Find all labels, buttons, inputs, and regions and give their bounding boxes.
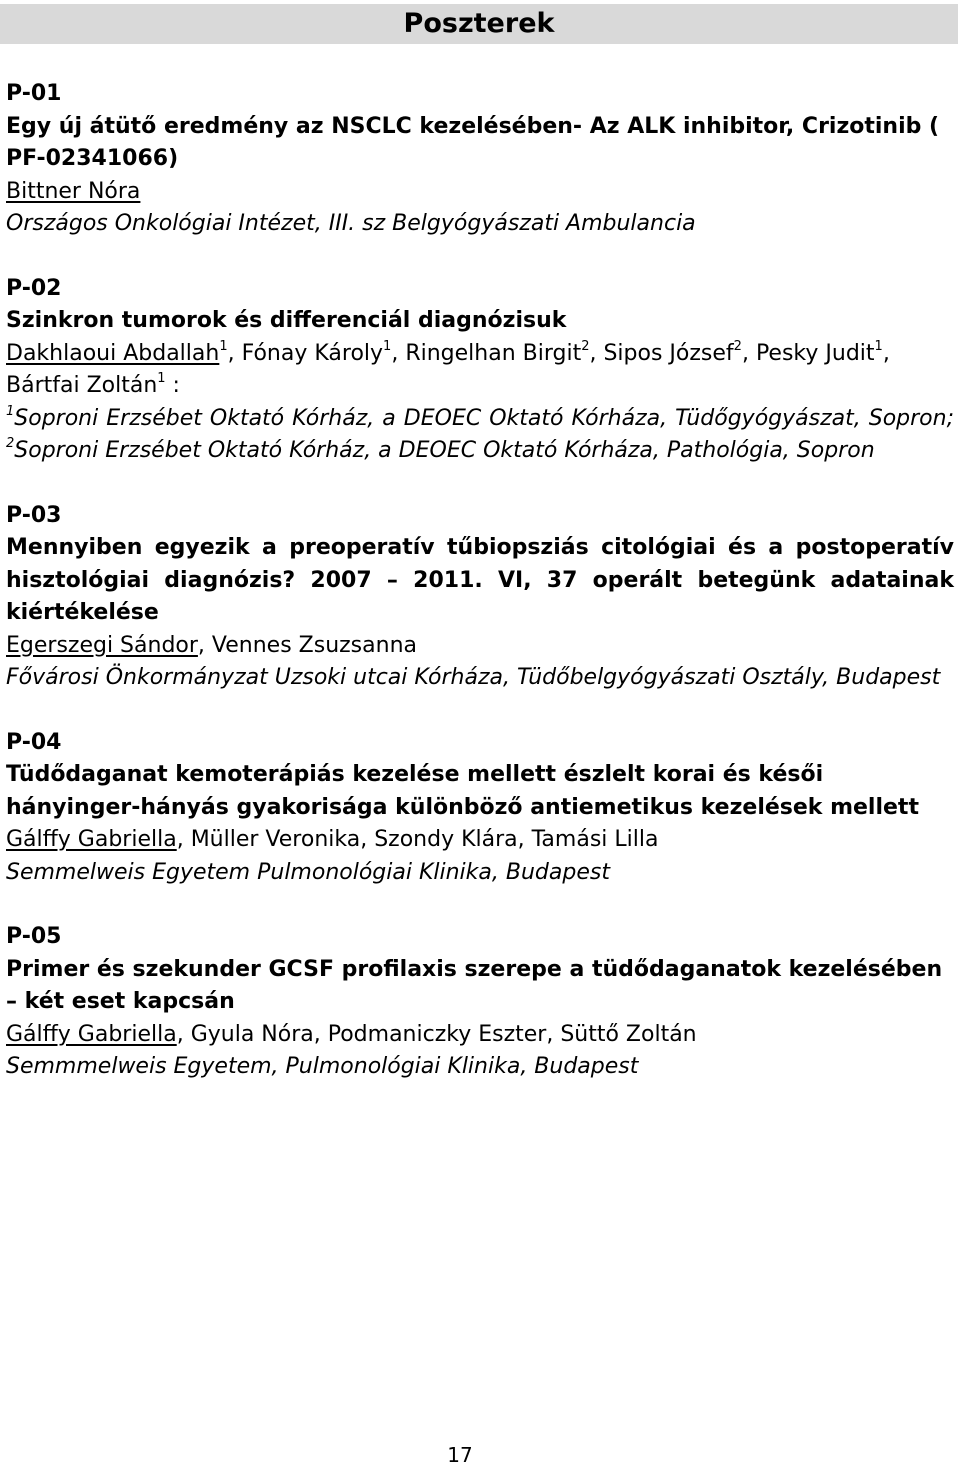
author-affiliation-marker: 1: [874, 338, 883, 354]
coauthor-name: , Pesky Judit: [741, 340, 875, 366]
affiliation-marker: 2: [6, 436, 15, 451]
presenter-name: Egerszegi Sándor: [6, 632, 198, 658]
poster-code: P-01: [6, 81, 62, 106]
poster-authors: [6, 1019, 954, 1052]
poster-title: Tüdődaganat kemoterápiás kezelése mellett észlelt korai és késői hányinger-hányás gyakorisága különböző antiemetikus kezelések mellett: [6, 762, 919, 820]
poster-code: P-04: [6, 729, 62, 755]
poster-entry: [6, 500, 954, 695]
poster-entry: [6, 727, 954, 890]
poster-code: P-03: [6, 502, 62, 528]
page-number: 17: [447, 1443, 473, 1467]
poster-title: Mennyiben egyezik a preoperatív tűbiopsziás citológiai és a postoperatív hisztológiai diagnózis? 2007 – 2011. VI, 37 operált betegünk adatainak kiértékelése: [6, 535, 954, 625]
presenter-name: Gálffy Gabriella: [6, 827, 177, 852]
poster-code: P-05: [6, 924, 62, 949]
affiliation-marker: 1: [6, 403, 15, 419]
coauthor-name: , Sipos József: [589, 340, 734, 366]
coauthor-names: , Gyula Nóra, Podmaniczky Eszter, Süttő Zoltán: [176, 1021, 697, 1047]
poster-authors: [6, 338, 954, 403]
coauthor-name: , Fónay Károly: [227, 340, 384, 366]
poster-authors: [6, 630, 954, 663]
poster-affiliation: Semmmelweis Egyetem, Pulmonológiai Klinika, Budapest: [6, 1054, 639, 1079]
coauthor-names: , Müller Veronika, Szondy Klára, Tamási Lilla: [176, 827, 659, 852]
presenter-name: Gálffy Gabriella: [6, 1021, 177, 1047]
section-title: Poszterek: [403, 8, 555, 39]
affiliation-text: Soproni Erzsébet Oktató Kórház, a DEOEC Oktató Kórháza, Pathológia, Sopron: [14, 438, 875, 463]
section-header-bar: [0, 4, 958, 44]
affiliation-text: Soproni Erzsébet Oktató Kórház, a DEOEC Oktató Kórháza, Tüdőgyógyászat, Sopron;: [14, 405, 954, 431]
author-affiliation-marker: 1: [219, 338, 228, 354]
poster-list: [6, 78, 954, 1116]
coauthor-name: , Ringelhan Birgit: [391, 340, 582, 366]
poster-entry: [6, 921, 954, 1084]
poster-affiliation: Fővárosi Önkormányzat Uzsoki utcai Kórháza, Tüdőbelgyógyászati Osztály, Budapest: [6, 665, 941, 690]
author-affiliation-marker: 1: [383, 338, 392, 354]
presenter-name: Dakhlaoui Abdallah: [6, 340, 220, 366]
poster-affiliation: Országos Onkológiai Intézet, III. sz Belgyógyászati Ambulancia: [6, 211, 696, 236]
poster-authors: [6, 824, 954, 857]
poster-authors: [6, 176, 954, 209]
poster-entry: [6, 78, 954, 241]
poster-title: Szinkron tumorok és differenciál diagnózisuk: [6, 308, 567, 333]
author-affiliation-marker: 2: [581, 338, 590, 354]
presenter-name: Bittner Nóra: [6, 178, 141, 204]
author-affiliation-marker: 2: [733, 338, 742, 354]
coauthor-names: , Vennes Zsuzsanna: [197, 632, 417, 658]
poster-title: Primer és szekunder GCSF profilaxis szerepe a tüdődaganatok kezelésében – két eset kapcsán: [6, 956, 943, 1014]
coauthor-name: , Bártfai Zoltán: [6, 340, 890, 398]
poster-title: Egy új átütő eredmény az NSCLC kezelésében- Az ALK inhibitor, Crizotinib ( PF-02341066): [6, 113, 940, 171]
poster-code: P-02: [6, 275, 62, 301]
poster-affiliation: [6, 403, 954, 468]
author-list-tail: :: [165, 373, 180, 398]
poster-affiliation: Semmelweis Egyetem Pulmonológiai Klinika, Budapest: [6, 859, 610, 885]
author-affiliation-marker: 1: [157, 371, 166, 386]
poster-entry: [6, 273, 954, 468]
